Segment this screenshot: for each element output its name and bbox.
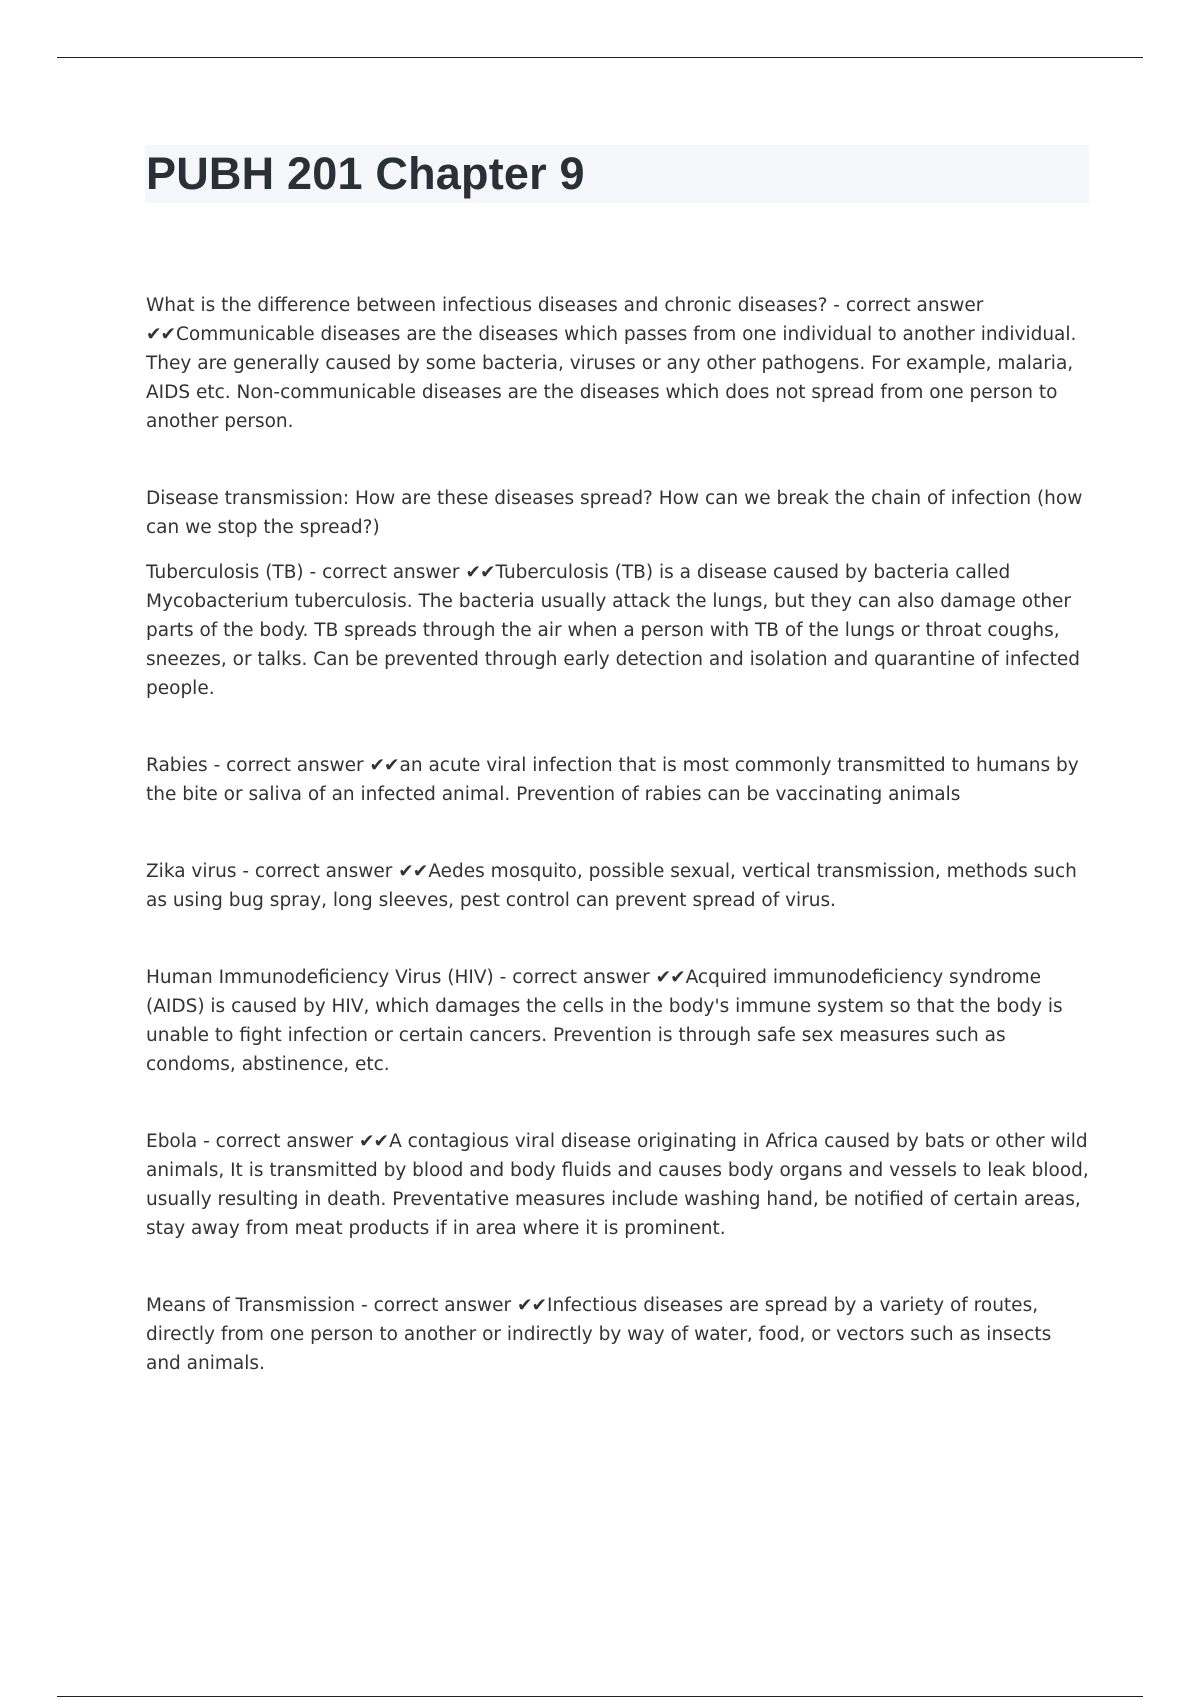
double-check-icon: ✔✔ (465, 562, 495, 583)
page-title: PUBH 201 Chapter 9 (146, 148, 585, 199)
qa-item-hiv: Human Immunodeficiency Virus (HIV) - correct answer ✔✔Acquired immunodeficiency syndrome (AIDS) is caused by HIV, which damages the cells in the body's immune system so that the body is unable to fight infection or certain cancers. Prevention is through safe sex measures such as condoms, abstinence, etc. (146, 967, 1063, 1075)
double-check-icon: ✔✔ (369, 755, 399, 776)
question-text: What is the difference between infectious diseases and chronic diseases? (146, 295, 828, 316)
qa-item-tuberculosis: Tuberculosis (TB) - correct answer ✔✔Tuberculosis (TB) is a disease caused by bacteria called Mycobacterium tuberculosis. The bacteria usually attack the lungs, but they can also damage other parts of the body. TB spreads through the air when a person with TB of the lungs or throat coughs, sneezes, or talks. Can be prevented through early detection and isolation and quarantine of infected people. (146, 562, 1081, 699)
answer-text: A contagious viral disease originating in Africa caused by bats or other wild animals, It is transmitted by blood and body fluids and causes body organs and vessels to leak blood, usually resulting in death. Preventative measures include washing hand, be notified of certain areas, stay away from meat products if in area where it is prominent. (146, 1131, 1089, 1239)
question-text: Human Immunodeficiency Virus (HIV) (146, 967, 494, 988)
question-text: Rabies (146, 755, 208, 776)
question-text: Zika virus (146, 861, 237, 882)
heading-text: Disease transmission: How are these diseases spread? How can we break the chain of infection (how can we stop the spread?) (146, 488, 1083, 538)
qa-item-rabies: Rabies - correct answer ✔✔an acute viral infection that is most commonly transmitted to humans by the bite or saliva of an infected animal. Prevention of rabies can be vaccinating animals (146, 755, 1079, 805)
answer-text: Infectious diseases are spread by a variety of routes, directly from one person to another or indirectly by way of water, food, or vectors such as insects and animals. (146, 1295, 1052, 1374)
qa-item-means-of-transmission: Means of Transmission - correct answer ✔✔Infectious diseases are spread by a variety of routes, directly from one person to another or indirectly by way of water, food, or vectors such as insects and animals. (146, 1295, 1052, 1374)
answer-marker: correct answer (512, 967, 650, 988)
answer-marker: correct answer (322, 562, 460, 583)
bottom-rule (57, 1696, 1143, 1697)
section-heading-transmission (146, 484, 1091, 542)
answer-marker: correct answer (254, 861, 393, 882)
question-text: Tuberculosis (TB) (146, 562, 304, 583)
answer-text: Aedes mosquito, possible sexual, vertical transmission, methods such as using bug spray, long sleeves, pest control can prevent spread of virus. (146, 861, 1077, 911)
answer-marker: correct answer (845, 295, 984, 316)
double-check-icon: ✔✔ (398, 861, 428, 882)
top-rule (57, 57, 1143, 58)
answer-text: Tuberculosis (TB) is a disease caused by bacteria called Mycobacterium tuberculosis. The bacteria usually attack the lungs, but they can also damage other parts of the body. TB spreads through the air when a person with TB of the lungs or throat coughs, sneezes, or talks. Can be prevented through early detection and isolation and quarantine of infected people. (146, 562, 1081, 699)
answer-text: an acute viral infection that is most commonly transmitted to humans by the bite or saliva of an infected animal. Prevention of rabies can be vaccinating animals (146, 755, 1079, 805)
answer-text: Communicable diseases are the diseases which passes from one individual to another individual. They are generally caused by some bacteria, viruses or any other pathogens. For example, malaria, AIDS etc. Non-communicable diseases are the diseases which does not spread from one person to another person. (146, 324, 1077, 432)
qa-item-zika: Zika virus - correct answer ✔✔Aedes mosquito, possible sexual, vertical transmission, methods such as using bug spray, long sleeves, pest control can prevent spread of virus. (146, 861, 1077, 911)
double-check-icon: ✔✔ (516, 1295, 546, 1316)
double-check-icon: ✔✔ (146, 324, 176, 345)
document-body (146, 291, 1091, 1378)
answer-marker: correct answer (215, 1131, 354, 1152)
qa-item-difference: What is the difference between infectious diseases and chronic diseases? - correct answer ✔✔Communicable diseases are the diseases which passes from one individual to another individual. They are generally caused by some bacteria, viruses or any other pathogens. For example, malaria, AIDS etc. Non-communicable diseases are the diseases which does not spread from one person to another person. (146, 295, 1077, 432)
answer-text: Acquired immunodeficiency syndrome (AIDS) is caused by HIV, which damages the cells in the body's immune system so that the body is unable to fight infection or certain cancers. Prevention is through safe sex measures such as condoms, abstinence, etc. (146, 967, 1063, 1075)
question-text: Means of Transmission (146, 1295, 356, 1316)
double-check-icon: ✔✔ (359, 1131, 389, 1152)
answer-marker: correct answer (226, 755, 364, 776)
double-check-icon: ✔✔ (655, 967, 685, 988)
answer-marker: correct answer (373, 1295, 512, 1316)
qa-item-ebola: Ebola - correct answer ✔✔A contagious viral disease originating in Africa caused by bats or other wild animals, It is transmitted by blood and body fluids and causes body organs and vessels to leak blood, usually resulting in death. Preventative measures include washing hand, be notified of certain areas, stay away from meat products if in area where it is prominent. (146, 1131, 1089, 1239)
question-text: Ebola (146, 1131, 198, 1152)
